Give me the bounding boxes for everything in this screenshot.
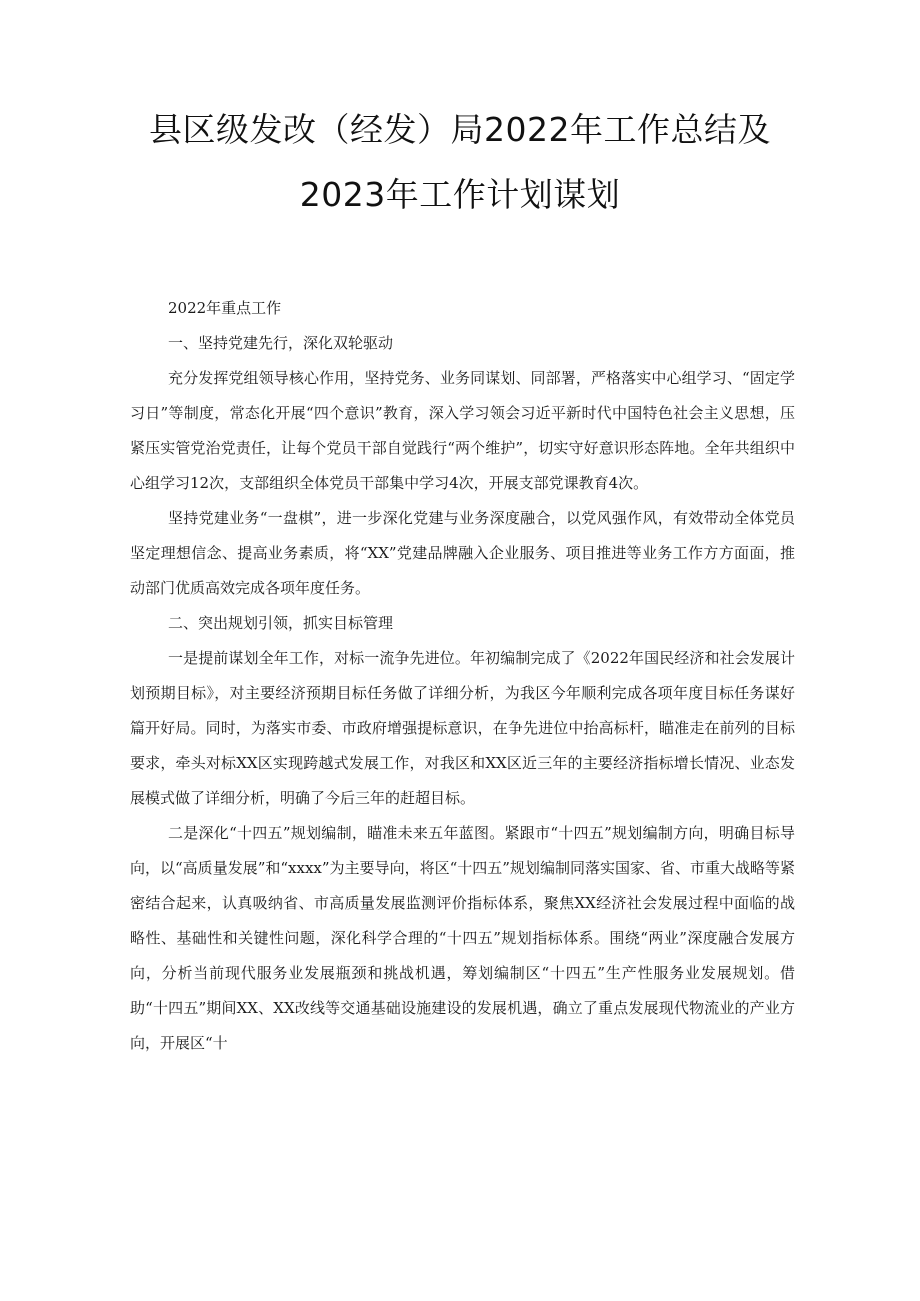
paragraph: 坚持党建业务“一盘棋”，进一步深化党建与业务深度融合，以党风强作风，有效带动全体党员坚定理想信念、提高业务素质，将“XX”党建品牌融入企业服务、项目推进等业务工作方方面面，推动部门优质高效完成各项年度任务。 — [130, 509, 795, 597]
paragraph: 二是深化“十四五”规划编制，瞄准未来五年蓝图。紧跟市“十四五”规划编制方向，明确目标导向，以“高质量发展”和“xxxx”为主要导向，将区“十四五”规划编制同落实国家、省、市重大战略等紧密结合起来，认真吸纳省、市高质量发展监测评价指标体系，聚焦XX经济社会发展过程中面临的战略性、基础性和关键性问题，深化科学合理的“十四五”规划指标体系。围绕“两业”深度融合发展方向，分析当前现代服务业发展瓶颈和挑战机遇，筹划编制区“十四五”生产性服务业发展规划。借助“十四五”期间XX、XX改线等交通基础设施建设的发展机遇，确立了重点发展现代物流业的产业方向，开展区“十 — [130, 824, 795, 1052]
section-heading-key-work: 2022年重点工作 — [168, 299, 282, 317]
section-heading-planning: 二、突出规划引领，抓实目标管理 — [168, 614, 394, 632]
section-heading-party-building: 一、坚持党建先行，深化双轮驱动 — [168, 334, 394, 352]
paragraph: 一是提前谋划全年工作，对标一流争先进位。年初编制完成了《2022年国民经济和社会发展计划预期目标》，对主要经济预期目标任务做了详细分析，为我区今年顺利完成各项年度目标任务谋好篇开好局。同时，为落实市委、市政府增强提标意识，在争先进位中抬高标杆，瞄准走在前列的目标要求，牵头对标XX区实现跨越式发展工作，对我区和XX区近三年的主要经济指标增长情况、业态发展模式做了详细分析，明确了今后三年的赶超目标。 — [130, 649, 795, 807]
document-title-line-2: 2023年工作计划谋划 — [299, 175, 621, 214]
document-title-line-1: 县区级发改（经发）局2022年工作总结及 — [149, 110, 771, 149]
paragraph: 充分发挥党组领导核心作用，坚持党务、业务同谋划、同部署，严格落实中心组学习、“固定学习日”等制度，常态化开展“四个意识”教育，深入学习领会习近平新时代中国特色社会主义思想，压紧压实管党治党责任，让每个党员干部自觉践行“两个维护”，切实守好意识形态阵地。全年共组织中心组学习12次，支部组织全体党员干部集中学习4次，开展支部党课教育4次。 — [130, 369, 795, 492]
document-body — [130, 291, 795, 1061]
